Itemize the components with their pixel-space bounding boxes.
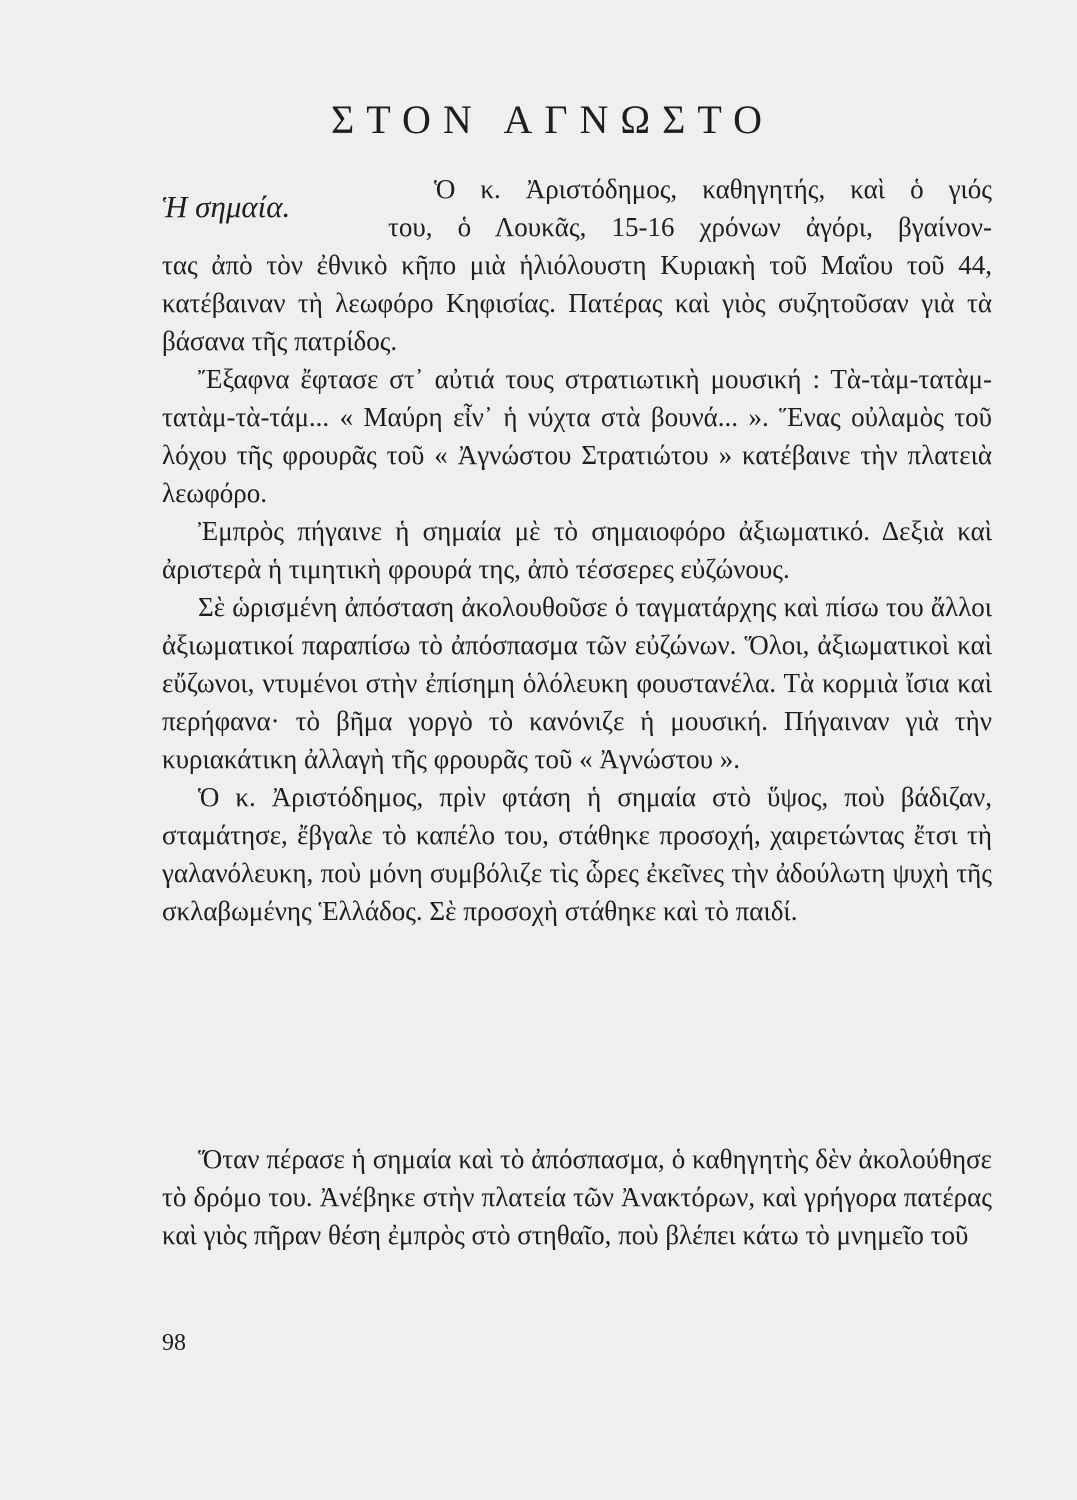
body-text-lower [162,1140,992,1254]
intro-line-1: Ὁ κ. Ἀριστόδημος, καθηγητής, καὶ ὁ γιός [434,174,992,204]
page-number: 98 [162,1330,186,1356]
paragraph: Ὅταν πέρασε ἡ σημαία καὶ τὸ ἀπόσπασμα, ὁ καθηγητὴς δὲν ἀκολούθησε τὸ δρόμο του. Ἀνέβηκε στὴν πλατεία τῶν Ἀνακτόρων, καὶ γρήγορα πατέρας καὶ γιὸς πῆραν θέση ἐμπρὸς στὸ στηθαῖο, ποὺ βλέπει κάτω τὸ μνημεῖο τοῦ [162,1144,992,1250]
chapter-title: ΣΤΟΝ ΑΓΝΩΣΤΟ [330,97,775,142]
section-side-title: Ἡ σημαία. [162,189,291,224]
paragraph: Ὁ κ. Ἀριστόδημος, πρὶν φτάση ἡ σημαία στὸ ὕψος, ποὺ βάδιζαν, σταμάτησε, ἔβγαλε τὸ καπέλο του, στάθηκε προσοχή, χαιρετώντας ἔτσι τὴ γαλανόλευκη, ποὺ μόνη συμβόλιζε τὶς ὧρες ἐκεῖνες τὴν ἀδούλωτη ψυχὴ τῆς σκλαβωμένης Ἑλλάδος. Σὲ προσοχὴ στάθηκε καὶ τὸ παιδί. [162,782,992,926]
section-heading-block [162,170,992,250]
body-text-upper [162,246,992,930]
paragraph: Ἔξαφνα ἔφτασε στ᾽ αὐτιά τους στρατιωτικὴ μουσική : Τὰ-τὰμ-τατὰμ-τατὰμ-τὰ-τάμ... « Μαύρη εἶν᾽ ἡ νύχτα στὰ βουνά... ». Ἕνας οὐλαμὸς τοῦ λόχου τῆς φρουρᾶς τοῦ « Ἀγνώστου Στρατιώτου » κατέβαινε τὴν πλατειὰ λεωφόρο. [162,364,992,508]
paragraph: τας ἀπὸ τὸν ἐθνικὸ κῆπο μιὰ ἡλιόλουστη Κυριακὴ τοῦ Μαΐου τοῦ 44, κατέβαιναν τὴ λεωφόρο Κηφισίας. Πατέρας καὶ γιὸς συζητοῦσαν γιὰ τὰ βάσανα τῆς πατρίδος. [162,250,992,356]
paragraph: Ἐμπρὸς πήγαινε ἡ σημαία μὲ τὸ σημαιοφόρο ἀξιωματικό. Δεξιὰ καὶ ἀριστερὰ ἡ τιμητικὴ φρουρά της, ἀπὸ τέσσερες εὐζώνους. [162,516,992,584]
intro-line-2: του, ὁ Λουκᾶς, 15-16 χρόνων ἀγόρι, βγαίνον- [388,212,992,242]
paragraph: Σὲ ὡρισμένη ἀπόσταση ἀκολουθοῦσε ὁ ταγματάρχης καὶ πίσω του ἄλλοι ἀξιωματικοί παραπίσω τὸ ἀπόσπασμα τῶν εὐζώνων. Ὅλοι, ἀξιωματικοὶ καὶ εὔζωνοι, ντυμένοι στὴν ἐπίσημη ὁλόλευκη φουστανέλα. Τὰ κορμιὰ ἴσια καὶ περήφανα· τὸ βῆμα γοργὸ τὸ κανόνιζε ἡ μουσική. Πήγαιναν γιὰ τὴν κυριακάτικη ἀλλαγὴ τῆς φρουρᾶς τοῦ « Ἀγνώστου ». [162,592,992,774]
